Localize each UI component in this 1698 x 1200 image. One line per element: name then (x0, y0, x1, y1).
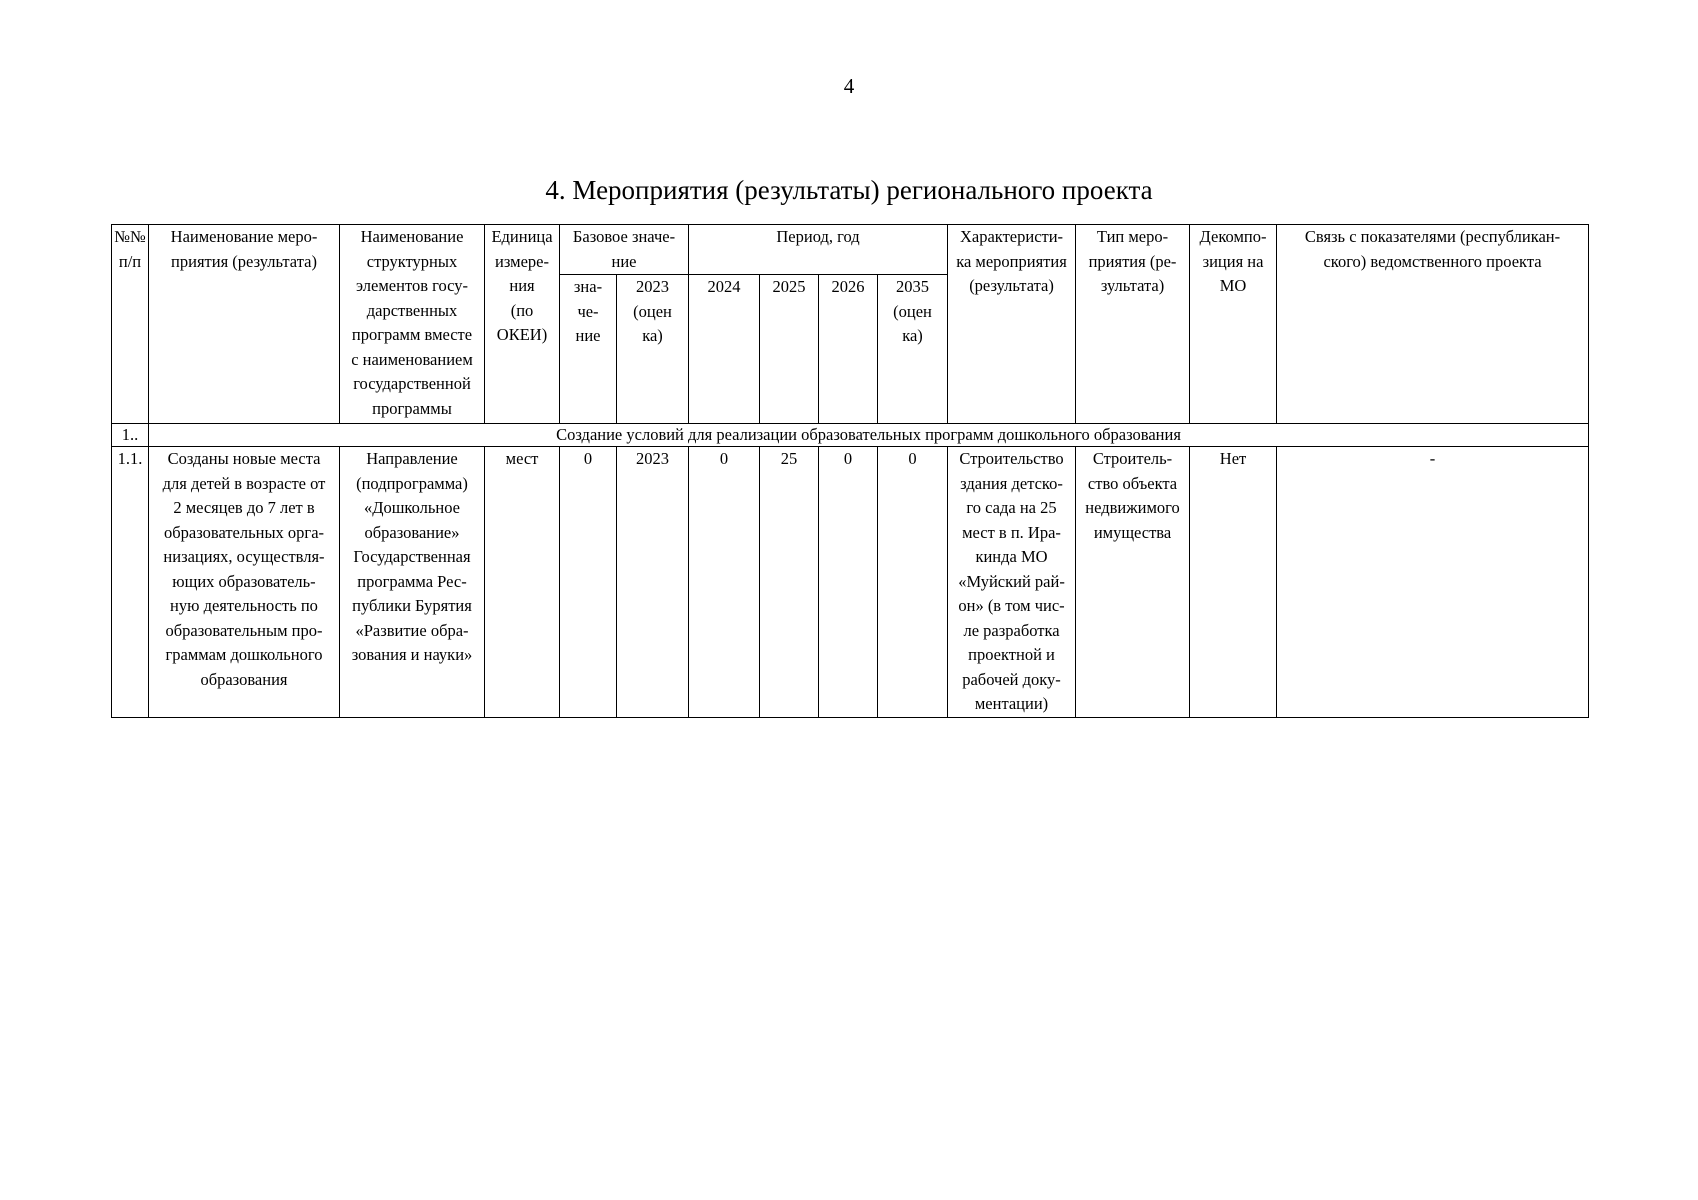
row-num: 1.1. (112, 447, 149, 718)
header-num: №№ п/п (112, 225, 149, 424)
group-num: 1.. (112, 424, 149, 447)
row-2026: 0 (819, 447, 878, 718)
page-number: 4 (843, 74, 855, 98)
row-type: Строитель- ство объекта недвижимого имущества (1076, 447, 1190, 718)
group-title: Создание условий для реализации образовательных программ дошкольного образования (149, 424, 1589, 447)
row-base-value: 0 (560, 447, 617, 718)
header-2035: 2035 (оцен ка) (878, 275, 948, 424)
row-characteristic: Строительство здания детско- го сада на 25 мест в п. Ира- кинда МО «Муйский рай- он» (в том чис- ле разработка проектной и рабочей доку- ментации) (948, 447, 1076, 718)
row-base-year: 2023 (617, 447, 689, 718)
row-decomposition: Нет (1190, 447, 1277, 718)
header-base: Базовое значе- ние (560, 225, 689, 275)
header-row-1 (112, 225, 1589, 275)
header-structural: Наименование структурных элементов госу- дарственных программ вместе с наименованием государственной программы (340, 225, 485, 424)
row-link: - (1277, 447, 1589, 718)
header-2024: 2024 (689, 275, 760, 424)
header-base-year: 2023 (оцен ка) (617, 275, 689, 424)
row-unit: мест (485, 447, 560, 718)
row-name: Созданы новые места для детей в возрасте от 2 месяцев до 7 лет в образовательных орга- низациях, осуществля- ющих образователь- ную деятельность по образовательным про- граммам дошкольного образования (149, 447, 340, 718)
row-2024: 0 (689, 447, 760, 718)
section-title-text: 4. Мероприятия (результаты) регионального проекта (545, 175, 1153, 205)
header-2025: 2025 (760, 275, 819, 424)
events-table (111, 224, 1589, 718)
header-decomposition: Декомпо- зиция на МО (1190, 225, 1277, 424)
header-period: Период, год (689, 225, 948, 275)
header-characteristic: Характеристи- ка мероприятия (результата) (948, 225, 1076, 424)
group-row (112, 424, 1589, 447)
header-2026: 2026 (819, 275, 878, 424)
header-link: Связь с показателями (республикан- ского) ведомственного проекта (1277, 225, 1589, 424)
header-unit: Единица измере- ния (по ОКЕИ) (485, 225, 560, 424)
table-row (112, 447, 1589, 718)
header-name: Наименование меро- приятия (результата) (149, 225, 340, 424)
row-2035: 0 (878, 447, 948, 718)
header-type: Тип меро- приятия (ре- зультата) (1076, 225, 1190, 424)
row-structural: Направление (подпрограмма) «Дошкольное образование» Государственная программа Рес- публики Бурятия «Развитие обра- зования и науки» (340, 447, 485, 718)
section-title (0, 174, 1698, 206)
header-base-value: зна- че- ние (560, 275, 617, 424)
row-2025: 25 (760, 447, 819, 718)
